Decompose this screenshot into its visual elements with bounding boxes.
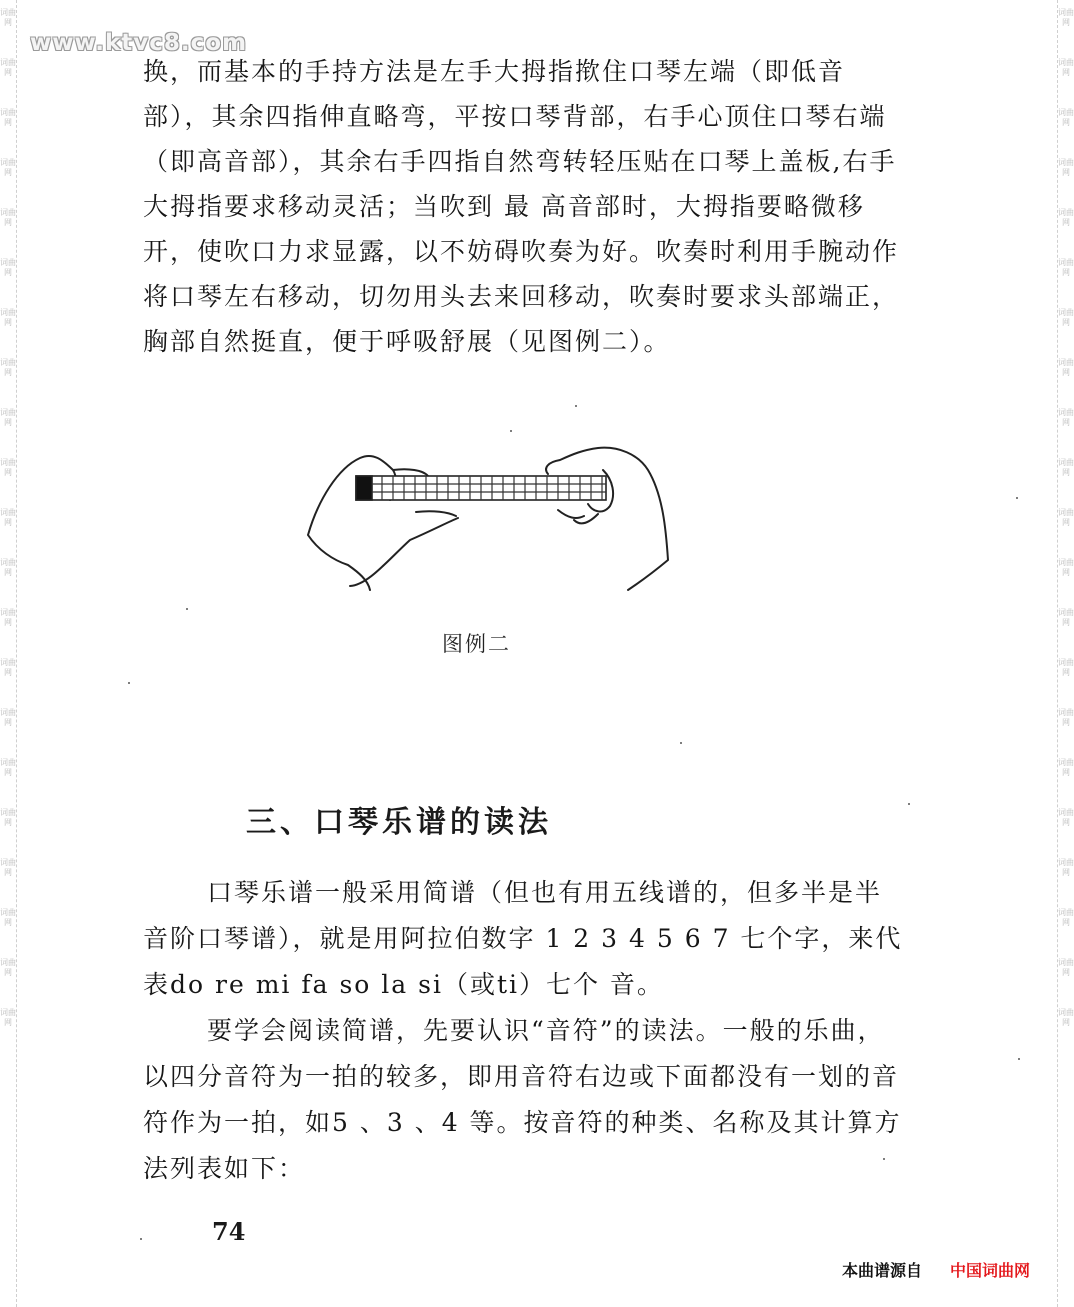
section-heading: 三、口琴乐谱的读法 bbox=[246, 805, 552, 840]
margin-mark: 词曲网 bbox=[1058, 308, 1074, 327]
scan-speck bbox=[510, 430, 512, 432]
margin-mark: 词曲网 bbox=[0, 808, 16, 827]
margin-mark: 词曲网 bbox=[1058, 558, 1074, 577]
margin-mark: 词曲网 bbox=[0, 8, 16, 27]
margin-mark: 词曲网 bbox=[0, 158, 16, 177]
margin-mark: 词曲网 bbox=[0, 458, 16, 477]
scan-speck bbox=[575, 405, 577, 407]
page-number: 74 bbox=[212, 1217, 246, 1246]
figure-caption: 图例二 bbox=[442, 632, 511, 656]
body-paragraph: 口琴乐谱一般采用简谱（但也有用五线谱的，但多半是半音阶口琴谱），就是用阿拉伯数字 1 2 3 4 5 6 7 七个字，来代表do re mi fa so la si（或ti）七个 音。 bbox=[143, 878, 903, 999]
margin-mark: 词曲网 bbox=[0, 558, 16, 577]
margin-mark: 词曲网 bbox=[1058, 408, 1074, 427]
margin-mark: 词曲网 bbox=[1058, 58, 1074, 77]
margin-mark: 词曲网 bbox=[1058, 358, 1074, 377]
margin-mark: 词曲网 bbox=[0, 958, 16, 977]
margin-mark: 词曲网 bbox=[0, 408, 16, 427]
body-paragraph: 换，而基本的手持方法是左手大拇指揿住口琴左端（即低音部），其余四指伸直略弯，平按口琴背部，右手心顶住口琴右端（即高音部），其余右手四指自然弯转轻压贴在口琴上盖板,右手大拇指要求移动灵活；当吹到 最 高音部时，大拇指要略微移开，使吹口力求显露，以不妨碍吹奏为好。吹奏时利用手腕动作将口琴左右移动，切勿用头去来回移动，吹奏时要求头部端正，胸部自然挺直，便于呼吸舒展（见图例二）。 bbox=[143, 57, 900, 356]
margin-mark: 词曲网 bbox=[1058, 8, 1074, 27]
margin-mark: 词曲网 bbox=[1058, 858, 1074, 877]
margin-mark: 词曲网 bbox=[1058, 658, 1074, 677]
harmonica-hands-illustration bbox=[298, 440, 678, 600]
margin-mark: 词曲网 bbox=[0, 858, 16, 877]
margin-mark: 词曲网 bbox=[1058, 958, 1074, 977]
source-site-link[interactable]: 中国词曲网 bbox=[950, 1261, 1031, 1280]
scan-speck bbox=[140, 1238, 142, 1240]
margin-mark: 词曲网 bbox=[0, 308, 16, 327]
scan-speck bbox=[186, 608, 188, 610]
source-label: 本曲谱源自 bbox=[842, 1261, 923, 1280]
margin-mark: 词曲网 bbox=[0, 58, 16, 77]
margin-mark: 词曲网 bbox=[1058, 208, 1074, 227]
left-margin-strip bbox=[0, 0, 17, 1307]
margin-mark: 词曲网 bbox=[1058, 108, 1074, 127]
margin-mark: 词曲网 bbox=[0, 508, 16, 527]
margin-mark: 词曲网 bbox=[0, 658, 16, 677]
margin-mark: 词曲网 bbox=[0, 708, 16, 727]
scan-speck bbox=[1018, 1058, 1020, 1060]
margin-mark: 词曲网 bbox=[1058, 608, 1074, 627]
margin-mark: 词曲网 bbox=[0, 908, 16, 927]
margin-mark: 词曲网 bbox=[1058, 458, 1074, 477]
margin-mark: 词曲网 bbox=[1058, 158, 1074, 177]
margin-mark: 词曲网 bbox=[1058, 708, 1074, 727]
margin-mark: 词曲网 bbox=[0, 1008, 16, 1027]
scan-speck bbox=[128, 682, 130, 684]
body-paragraph: 要学会阅读简谱，先要认识“音符”的读法。一般的乐曲，以四分音符为一拍的较多，即用音符右边或下面都没有一划的音符作为一拍，如5 、3 、4 等。按音符的种类、名称及其计算方法列表如下： bbox=[143, 1016, 902, 1183]
margin-mark: 词曲网 bbox=[0, 358, 16, 377]
margin-mark: 词曲网 bbox=[0, 258, 16, 277]
site-watermark: www.ktvc8.com bbox=[30, 30, 248, 56]
margin-mark: 词曲网 bbox=[1058, 808, 1074, 827]
margin-mark: 词曲网 bbox=[1058, 758, 1074, 777]
margin-mark: 词曲网 bbox=[0, 608, 16, 627]
scan-speck bbox=[908, 803, 910, 805]
right-hand-outline bbox=[546, 448, 668, 590]
harmonica-left-end bbox=[356, 476, 372, 500]
margin-mark: 词曲网 bbox=[1058, 258, 1074, 277]
margin-mark: 词曲网 bbox=[1058, 1008, 1074, 1027]
margin-mark: 词曲网 bbox=[1058, 908, 1074, 927]
margin-mark: 词曲网 bbox=[0, 208, 16, 227]
scan-speck bbox=[1016, 497, 1018, 499]
right-margin-strip bbox=[1057, 0, 1074, 1307]
scan-speck bbox=[883, 1158, 885, 1160]
scan-speck bbox=[680, 742, 682, 744]
margin-mark: 词曲网 bbox=[0, 108, 16, 127]
margin-mark: 词曲网 bbox=[1058, 508, 1074, 527]
margin-mark: 词曲网 bbox=[0, 758, 16, 777]
